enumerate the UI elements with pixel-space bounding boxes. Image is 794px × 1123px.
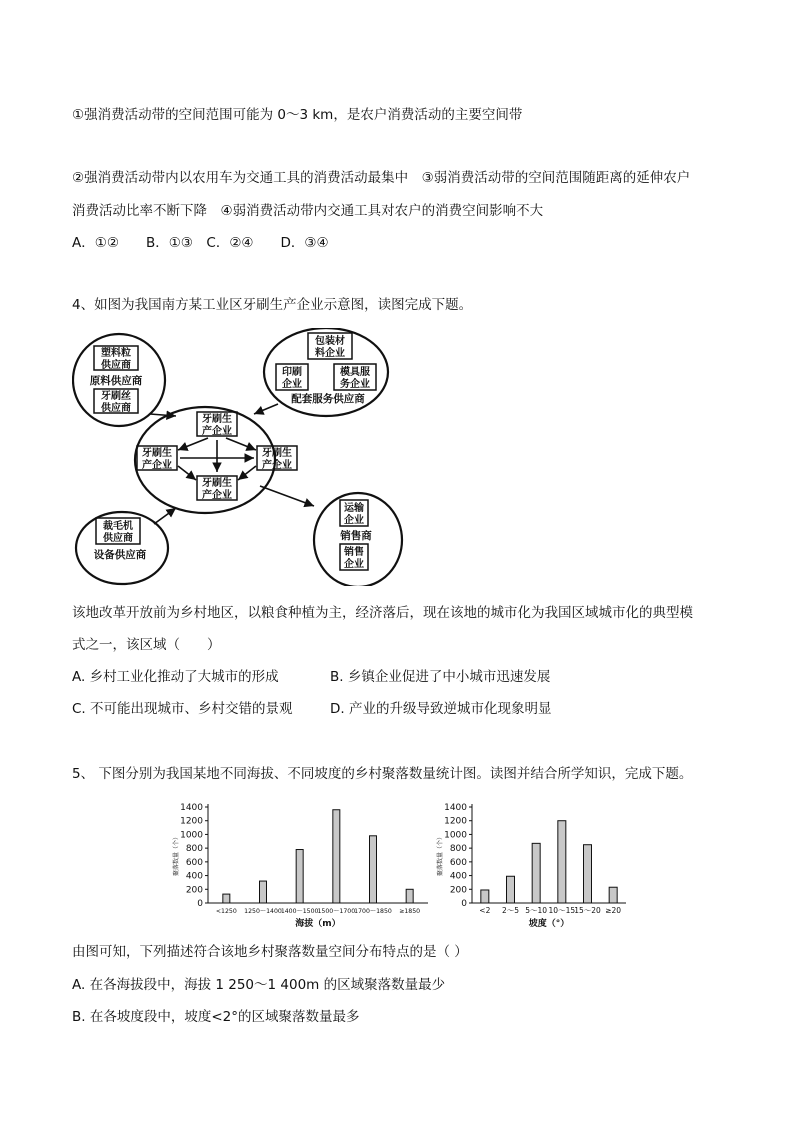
y-axis-label: 聚落数量（个） [437, 833, 444, 877]
svg-text:企业: 企业 [344, 559, 364, 570]
svg-text:务企业: 务企业 [340, 379, 370, 390]
y-tick-label: 200 [449, 885, 467, 896]
q3-options: A．①② B．①③ C．②④ D．③④ [72, 235, 329, 251]
svg-text:牙刷生: 牙刷生 [202, 414, 232, 425]
svg-text:牙刷生: 牙刷生 [202, 478, 232, 489]
x-tick-label: 1250～1400 [244, 908, 282, 915]
altitude-settlement-chart [170, 798, 432, 930]
seller-group [339, 500, 372, 570]
q4-stem-line2: 式之一，该区域（ ） [72, 637, 221, 653]
y-tick-label: 1200 [180, 816, 203, 827]
y-tick-label: 0 [197, 899, 203, 909]
x-axis-label: 坡度（°） [528, 919, 570, 929]
x-tick-label: ≥1850 [399, 908, 421, 915]
y-tick-label: 1200 [444, 816, 467, 827]
y-tick-label: 200 [185, 885, 203, 896]
svg-text:牙刷生: 牙刷生 [142, 448, 172, 459]
y-tick-label: 1000 [444, 830, 467, 841]
y-axis-label: 聚落数量（个） [173, 833, 180, 877]
q5-option-a: A. 在各海拔段中，海拔 1 250～1 400m 的区域聚落数量最少 [72, 977, 446, 993]
q5-option-b: B. 在各坡度段中，坡度<2°的区域聚落数量最多 [72, 1009, 360, 1025]
slope-settlement-chart [434, 798, 634, 930]
svg-text:供应商: 供应商 [103, 533, 133, 544]
x-axis-label: 海拔（m） [295, 919, 341, 929]
y-tick-label: 1400 [180, 803, 203, 813]
y-tick-label: 800 [185, 844, 203, 855]
bar [584, 845, 592, 903]
bar [609, 887, 617, 903]
svg-text:牙刷丝: 牙刷丝 [101, 391, 131, 402]
svg-text:印刷: 印刷 [282, 367, 302, 378]
svg-text:运输: 运输 [344, 503, 364, 514]
bar [223, 894, 230, 903]
q4-title: 4、如图为我国南方某工业区牙刷生产企业示意图，读图完成下题。 [72, 297, 473, 313]
y-tick-label: 400 [185, 871, 203, 882]
q3-statement-2-3: ②强消费活动带内以农用车为交通工具的消费活动最集中 ③弱消费活动带的空间范围随距离的延伸农户 [72, 170, 691, 186]
svg-text:销售商: 销售商 [340, 530, 372, 542]
service-supplier-group [276, 333, 376, 405]
q4-option-a: A. 乡村工业化推动了大城市的形成 [72, 669, 279, 685]
x-tick-label: <2 [479, 906, 491, 915]
toothbrush-industry-diagram [72, 328, 432, 586]
bar [296, 850, 303, 903]
y-tick-label: 400 [449, 871, 467, 882]
svg-text:牙刷生: 牙刷生 [262, 448, 292, 459]
svg-text:企业: 企业 [344, 515, 364, 526]
bar [481, 890, 489, 903]
svg-text:原料供应商: 原料供应商 [89, 375, 143, 387]
q4-stem-line1: 该地改革开放前为乡村地区，以粮食种植为主，经济落后，现在该地的城市化为我国区域城市化的典型模 [72, 605, 693, 621]
y-tick-label: 1000 [180, 830, 203, 841]
x-tick-label: 1400～1500 [280, 908, 319, 915]
x-tick-label: 1500～1700 [317, 908, 356, 915]
svg-text:裁毛机: 裁毛机 [103, 521, 133, 532]
svg-text:供应商: 供应商 [101, 403, 131, 414]
raw-material-supplier-group [90, 346, 143, 414]
y-tick-label: 800 [449, 844, 467, 855]
q4-option-d: D. 产业的升级导致逆城市化现象明显 [330, 701, 552, 717]
svg-text:包装材: 包装材 [315, 336, 345, 347]
svg-text:产企业: 产企业 [202, 426, 232, 437]
q3-statement-3-4: 消费活动比率不断下降 ④弱消费活动带内交通工具对农户的消费空间影响不大 [72, 203, 544, 219]
svg-text:供应商: 供应商 [101, 360, 131, 371]
x-tick-label: ≥20 [605, 906, 622, 915]
svg-text:料企业: 料企业 [315, 348, 345, 359]
q4-option-c: C. 不可能出现城市、乡村交错的景观 [72, 701, 293, 717]
bar [260, 881, 267, 903]
svg-text:产企业: 产企业 [262, 460, 292, 471]
svg-text:塑料粒: 塑料粒 [101, 348, 131, 359]
svg-text:配套服务供应商: 配套服务供应商 [291, 393, 365, 405]
bar [507, 876, 515, 903]
svg-text:模具服: 模具服 [340, 367, 370, 378]
x-tick-label: 5～10 [525, 906, 548, 915]
svg-text:产企业: 产企业 [142, 460, 172, 471]
x-tick-label: 15～20 [574, 906, 601, 915]
q5-stem: 由图可知，下列描述符合该地乡村聚落数量空间分布特点的是（ ） [72, 944, 468, 960]
svg-text:销售: 销售 [344, 547, 364, 558]
svg-text:设备供应商: 设备供应商 [93, 549, 147, 561]
x-tick-label: <1250 [215, 908, 237, 915]
q3-statement-1: ①强消费活动带的空间范围可能为 0～3 km，是农户消费活动的主要空间带 [72, 107, 523, 123]
q5-title: 5、 下图分别为我国某地不同海拔、不同坡度的乡村聚落数量统计图。读图并结合所学知识，完成下题。 [72, 766, 693, 782]
equipment-supplier-group [94, 518, 147, 561]
x-tick-label: 2～5 [501, 906, 520, 915]
y-tick-label: 600 [185, 857, 203, 868]
svg-text:企业: 企业 [282, 379, 302, 390]
bar [370, 836, 377, 903]
y-tick-label: 1400 [444, 803, 467, 813]
y-tick-label: 0 [461, 899, 467, 909]
y-tick-label: 600 [449, 857, 467, 868]
q4-option-b: B. 乡镇企业促进了中小城市迅速发展 [330, 669, 551, 685]
bar [532, 843, 540, 903]
bar [558, 821, 566, 903]
x-tick-label: 1700～1850 [354, 908, 392, 915]
svg-text:产企业: 产企业 [202, 490, 232, 501]
bar [333, 810, 340, 903]
bar [406, 889, 413, 903]
x-tick-label: 10～15 [548, 906, 576, 915]
